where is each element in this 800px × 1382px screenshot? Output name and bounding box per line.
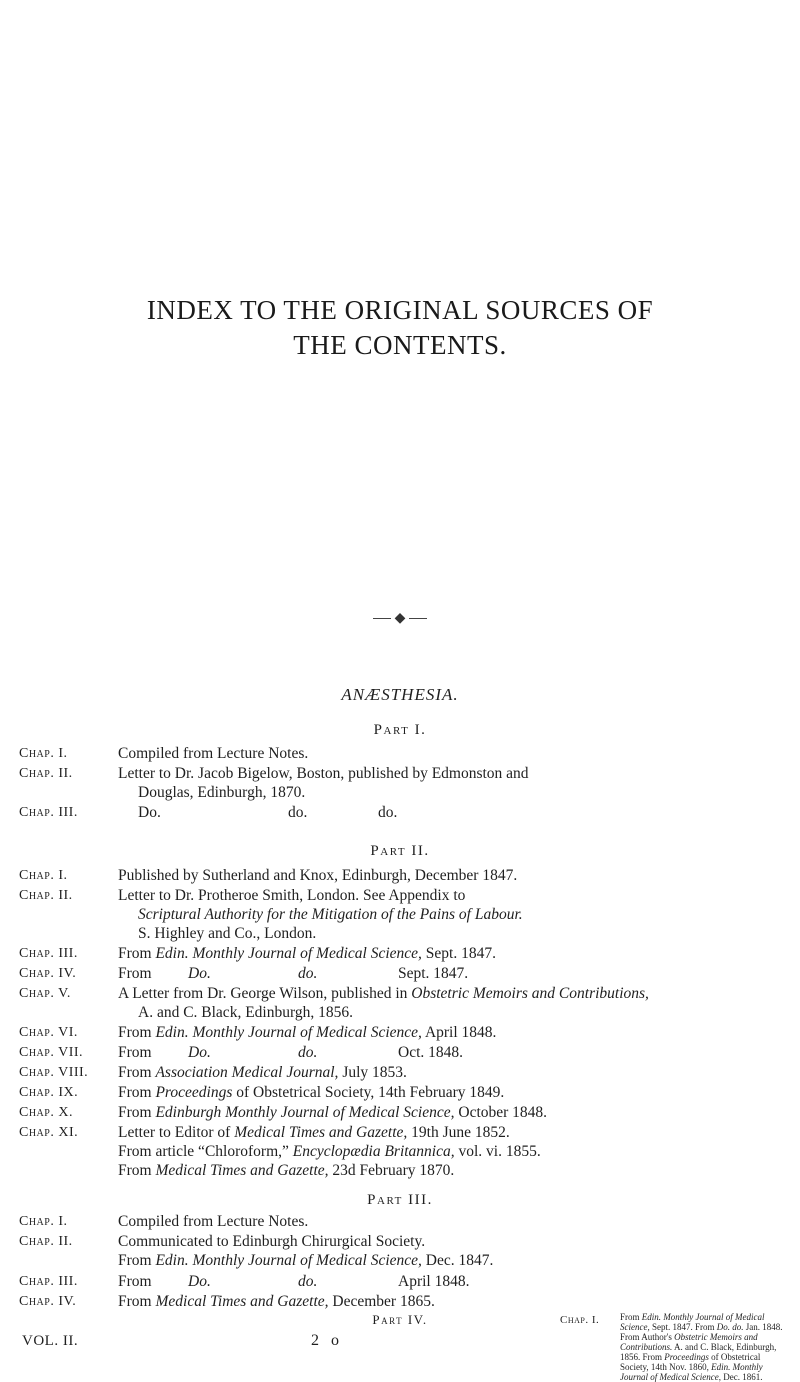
source-line: Jan. 1848. bbox=[745, 1322, 783, 1332]
source-line: December 1865. bbox=[332, 1293, 435, 1310]
volume-label: VOL. II. bbox=[22, 1333, 79, 1349]
source-line: Proceedings bbox=[664, 1352, 709, 1362]
source-line: Letter to Editor of bbox=[118, 1124, 231, 1141]
source-line: From bbox=[118, 1024, 152, 1041]
chapter-label: Chap. II. bbox=[19, 1234, 73, 1249]
source-line: Medical Times and Gazette, bbox=[155, 1162, 329, 1179]
source-line: Compiled from Lecture Notes. bbox=[118, 745, 309, 762]
source-line: From bbox=[118, 965, 152, 982]
source-line: Sept. 1847. bbox=[651, 1322, 693, 1332]
chapter-label: Chap. IX. bbox=[19, 1085, 79, 1100]
source-line: do. bbox=[298, 1273, 318, 1290]
source-line: Do. bbox=[188, 965, 211, 982]
chapter-label: Chap. I. bbox=[19, 1214, 68, 1229]
chapter-label: Chap. I. bbox=[19, 746, 68, 761]
chapter-source bbox=[118, 944, 768, 963]
source-line: Edin. Monthly Journal of Medical Science, bbox=[155, 1024, 422, 1041]
index-title-line-2: THE CONTENTS. bbox=[293, 330, 507, 360]
source-line: do. bbox=[732, 1322, 744, 1332]
source-line: From bbox=[118, 1104, 152, 1121]
source-line: A Letter from Dr. George Wilson, published in bbox=[118, 985, 408, 1002]
source-line: April 1848. bbox=[398, 1273, 470, 1290]
chapter-source bbox=[118, 1103, 768, 1122]
source-line: From bbox=[695, 1322, 715, 1332]
part-heading-4: Part IV. bbox=[372, 1312, 428, 1327]
chapter-source bbox=[118, 1063, 768, 1082]
chapter-source bbox=[118, 803, 768, 822]
chapter-label: Chap. III. bbox=[19, 1274, 78, 1289]
chapter-label: Chap. III. bbox=[19, 946, 78, 961]
source-line: July 1853. bbox=[342, 1064, 407, 1081]
source-line: From bbox=[620, 1312, 640, 1322]
source-line: From bbox=[642, 1352, 663, 1362]
part-heading-3: Part III. bbox=[367, 1192, 433, 1208]
chapter-label: Chap. I. bbox=[560, 1314, 600, 1326]
source-line: Letter to Dr. Jacob Bigelow, Boston, published by Edmonston and bbox=[118, 765, 529, 782]
source-line: Obstetric Memoirs and Contributions. bbox=[620, 1332, 758, 1352]
chapter-label: Chap. X. bbox=[19, 1105, 73, 1120]
source-line: Dec. 1861. bbox=[723, 1372, 763, 1382]
source-line: From bbox=[118, 1084, 152, 1101]
source-line: Sept. 1847. bbox=[425, 945, 496, 962]
chapter-source bbox=[118, 764, 768, 802]
source-line: Published by Sutherland and Knox, Edinburgh, December 1847. bbox=[118, 867, 518, 884]
source-line: Edin. Monthly Journal of Medical Science, bbox=[620, 1312, 765, 1332]
chapter-source bbox=[118, 1292, 768, 1311]
chapter-label: Chap. XI. bbox=[19, 1125, 79, 1140]
source-line: A. and C. Black, Edinburgh, 1856. bbox=[138, 1004, 353, 1021]
source-line: S. Highley and Co., London. bbox=[138, 925, 317, 942]
source-line: October 1848. bbox=[458, 1104, 548, 1121]
chapter-source bbox=[118, 1023, 768, 1042]
chapter-label: Chap. II. bbox=[19, 888, 73, 903]
chapter-source bbox=[118, 1123, 768, 1180]
source-line: Black, Edinburgh, 1856. bbox=[620, 1342, 777, 1362]
signature-mark: 2 o bbox=[311, 1332, 343, 1349]
source-line: Edin. Monthly Journal of Medical Science, bbox=[155, 1252, 422, 1269]
chapter-label: Chap. II. bbox=[19, 766, 73, 781]
source-line: do. bbox=[298, 965, 318, 982]
chapter-source bbox=[118, 1212, 768, 1231]
source-line: Do. bbox=[716, 1322, 731, 1332]
source-line: Edinburgh Monthly Journal of Medical Science, bbox=[155, 1104, 455, 1121]
chapter-source bbox=[118, 886, 768, 943]
chapter-label: Chap. III. bbox=[19, 805, 78, 820]
source-line: Encyclopædia Britannica, bbox=[292, 1143, 455, 1160]
ornament-divider bbox=[350, 610, 450, 627]
chapter-source bbox=[118, 744, 768, 763]
source-line: Medical Times and Gazette, bbox=[234, 1124, 408, 1141]
source-line: do. bbox=[378, 804, 398, 821]
chapter-label: Chap. VI. bbox=[19, 1025, 78, 1040]
chapter-label: Chap. V. bbox=[19, 986, 71, 1001]
source-line: From bbox=[118, 1064, 152, 1081]
chapter-label: Chap. IV. bbox=[19, 1294, 77, 1309]
source-line: Dec. 1847. bbox=[425, 1252, 494, 1269]
source-line: Scriptural Authority for the Mitigation of the Pains of Labour. bbox=[138, 906, 523, 923]
chapter-source bbox=[118, 866, 768, 885]
diamond-icon: ◆ bbox=[394, 611, 406, 626]
part-heading-1: Part I. bbox=[373, 722, 427, 738]
source-line: From Author's bbox=[620, 1332, 672, 1342]
source-line: Medical Times and Gazette, bbox=[155, 1293, 329, 1310]
source-line: Communicated to Edinburgh Chirurgical Society. bbox=[118, 1233, 426, 1250]
source-line: 23d February 1870. bbox=[332, 1162, 455, 1179]
part-heading-2: Part II. bbox=[370, 843, 430, 859]
source-line: 19th June 1852. bbox=[411, 1124, 510, 1141]
chapter-label: Chap. I. bbox=[19, 868, 68, 883]
chapter-source bbox=[620, 1312, 790, 1382]
source-line: of Obstetrical Society, 14th Nov. 1860, bbox=[620, 1352, 761, 1372]
chapter-source bbox=[118, 1272, 768, 1291]
source-line: Edin. Monthly Journal of Medical Science, bbox=[155, 945, 422, 962]
chapter-source bbox=[118, 964, 768, 983]
source-line: From bbox=[118, 1252, 152, 1269]
source-line: From bbox=[118, 1293, 152, 1310]
chapter-source bbox=[118, 1232, 768, 1270]
source-line: Do. bbox=[138, 804, 161, 821]
chapter-label: Chap. VIII. bbox=[19, 1065, 89, 1080]
chapter-source bbox=[118, 1043, 768, 1062]
source-line: Letter to Dr. Protheroe Smith, London. See Appendix to bbox=[118, 887, 466, 904]
source-line: Edin. bbox=[711, 1362, 731, 1372]
source-line: Douglas, Edinburgh, 1870. bbox=[138, 784, 306, 801]
index-title-line-1: INDEX TO THE ORIGINAL SOURCES OF bbox=[146, 295, 654, 325]
source-line: Compiled from Lecture Notes. bbox=[118, 1213, 309, 1230]
source-line: Oct. 1848. bbox=[398, 1044, 464, 1061]
source-line: Obstetric Memoirs and Contributions, bbox=[411, 985, 649, 1002]
source-line: Monthly Journal of Medical Science, bbox=[620, 1362, 763, 1382]
source-line: of Obstetrical Society, 14th February 1849. bbox=[236, 1084, 505, 1101]
source-line: From bbox=[118, 945, 152, 962]
source-line: From bbox=[118, 1044, 152, 1061]
chapter-source bbox=[118, 1083, 768, 1102]
source-line: From bbox=[118, 1162, 152, 1179]
chapter-label: Chap. VII. bbox=[19, 1045, 84, 1060]
source-line: do. bbox=[298, 1044, 318, 1061]
source-line: vol. vi. 1855. bbox=[458, 1143, 541, 1160]
source-line: Do. bbox=[188, 1044, 211, 1061]
chapter-label: Chap. IV. bbox=[19, 966, 77, 981]
source-line: Proceedings bbox=[155, 1084, 233, 1101]
source-line: Do. bbox=[188, 1273, 211, 1290]
source-line: Association Medical Journal, bbox=[155, 1064, 339, 1081]
source-line: A. and C. bbox=[674, 1342, 709, 1352]
source-line: do. bbox=[288, 804, 308, 821]
chapter-source bbox=[118, 984, 768, 1022]
source-line: From bbox=[118, 1273, 152, 1290]
source-line: Sept. 1847. bbox=[398, 965, 469, 982]
subject-heading: ANÆSTHESIA. bbox=[341, 685, 459, 704]
source-line: April 1848. bbox=[424, 1024, 497, 1041]
source-line: From article “Chloroform,” bbox=[118, 1143, 289, 1160]
